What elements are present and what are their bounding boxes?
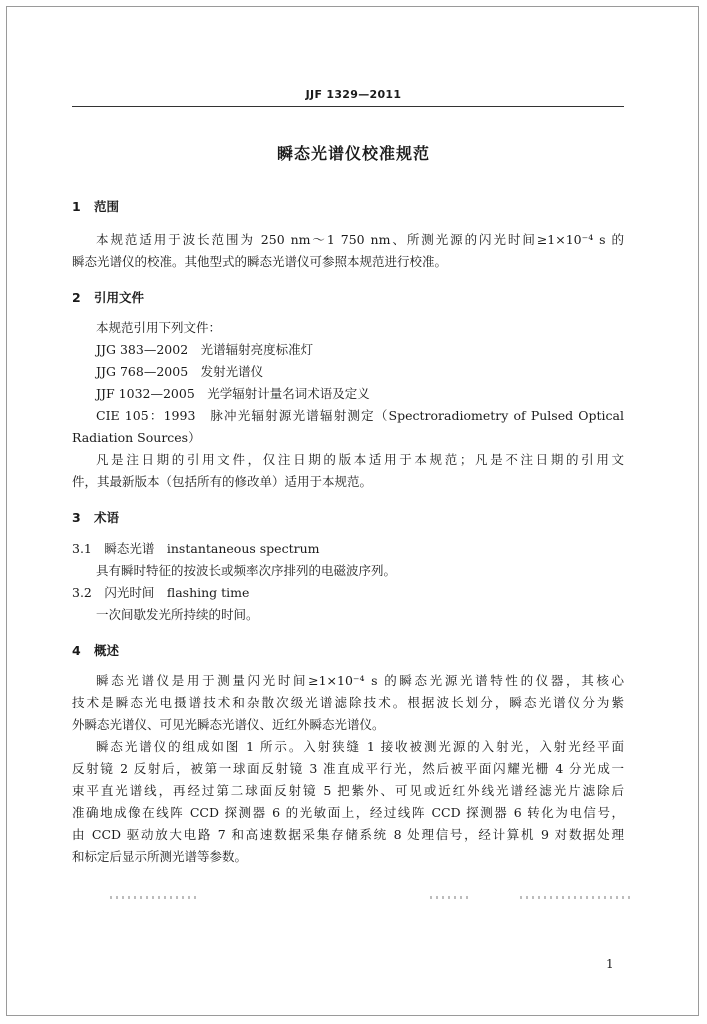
- term-3-2: 3.2 闪光时间 flashing time: [72, 585, 250, 600]
- ref-item-4-cont: Radiation Sources）: [72, 430, 201, 445]
- refs-note-line-2: 件，其最新版本（包括所有的修改单）适用于本规范。: [72, 474, 373, 489]
- header-rule: [72, 106, 624, 107]
- overview-p1-line-3: 外瞬态光谱仪、可见光瞬态光谱仪、近红外瞬态光谱仪。: [72, 717, 385, 732]
- section-title: 术语: [94, 510, 120, 525]
- refs-note-line-1: 凡是注日期的引用文件，仅注日期的版本适用于本规范；凡是不注日期的引用文: [96, 452, 624, 467]
- section-number: 1: [72, 199, 81, 214]
- section-4-heading: [72, 641, 119, 659]
- section-number: 2: [72, 290, 81, 305]
- ref-item-2: JJG 768—2005 发射光谱仪: [96, 364, 264, 379]
- scope-line-2: 瞬态光谱仪的校准。其他型式的瞬态光谱仪可参照本规范进行校准。: [72, 254, 448, 269]
- overview-p2-line-2: 反射镜 2 反射后，被第一球面反射镜 3 准直成平行光，然后被平面闪耀光栅 4 分光成一: [72, 761, 624, 776]
- section-number: 3: [72, 510, 81, 525]
- page-number: 1: [606, 957, 614, 971]
- overview-p2-line-4: 准确地成像在线阵 CCD 探测器 6 的光敏面上，经过线阵 CCD 探测器 6 转化为电信号，: [72, 805, 624, 820]
- section-title: 引用文件: [94, 290, 145, 305]
- standard-code: JJF 1329—2011: [305, 88, 402, 101]
- term-3-1: 3.1 瞬态光谱 instantaneous spectrum: [72, 541, 320, 556]
- section-3-heading: [72, 508, 119, 526]
- refs-intro: 本规范引用下列文件：: [96, 320, 222, 335]
- scan-artifact: [430, 896, 470, 899]
- term-3-1-definition: 具有瞬时特征的按波长或频率次序排列的电磁波序列。: [96, 563, 397, 578]
- section-1-heading: [72, 197, 119, 215]
- scope-line-1: 本规范适用于波长范围为 250 nm～1 750 nm、所测光源的闪光时间≥1×10⁻⁴ s 的: [96, 232, 624, 247]
- section-title: 概述: [94, 643, 120, 658]
- ref-item-3: JJF 1032—2005 光学辐射计量名词术语及定义: [96, 386, 370, 401]
- section-2-heading: [72, 288, 144, 306]
- overview-p2-line-6: 和标定后显示所测光谱等参数。: [72, 849, 248, 864]
- document-title: 瞬态光谱仪校准规范: [276, 144, 430, 163]
- overview-p2-line-1: 瞬态光谱仪的组成如图 1 所示。入射狭缝 1 接收被测光源的入射光，入射光经平面: [96, 739, 624, 754]
- ref-item-1: JJG 383—2002 光谱辐射亮度标准灯: [96, 342, 314, 357]
- overview-p2-line-5: 由 CCD 驱动放大电路 7 和高速数据采集存储系统 8 处理信号，经计算机 9 对数据处理: [72, 827, 624, 842]
- scan-artifact: [520, 896, 630, 899]
- overview-p1-line-2: 技术是瞬态光电摄谱技术和杂散次级光谱滤除技术。根据波长划分，瞬态光谱仪分为紫: [72, 695, 624, 710]
- section-title: 范围: [94, 199, 120, 214]
- scan-artifact: [110, 896, 200, 899]
- overview-p2-line-3: 束平直光谱线，再经过第二球面反射镜 5 把紫外、可见或近红外线光谱经滤光片滤除后: [72, 783, 624, 798]
- section-number: 4: [72, 643, 81, 658]
- term-3-2-definition: 一次间歇发光所持续的时间。: [96, 607, 259, 622]
- overview-p1-line-1: 瞬态光谱仪是用于测量闪光时间≥1×10⁻⁴ s 的瞬态光源光谱特性的仪器，其核心: [96, 673, 624, 688]
- ref-item-4: CIE 105：1993 脉冲光辐射源光谱辐射测定（Spectroradiometry of Pulsed Optical: [96, 408, 624, 423]
